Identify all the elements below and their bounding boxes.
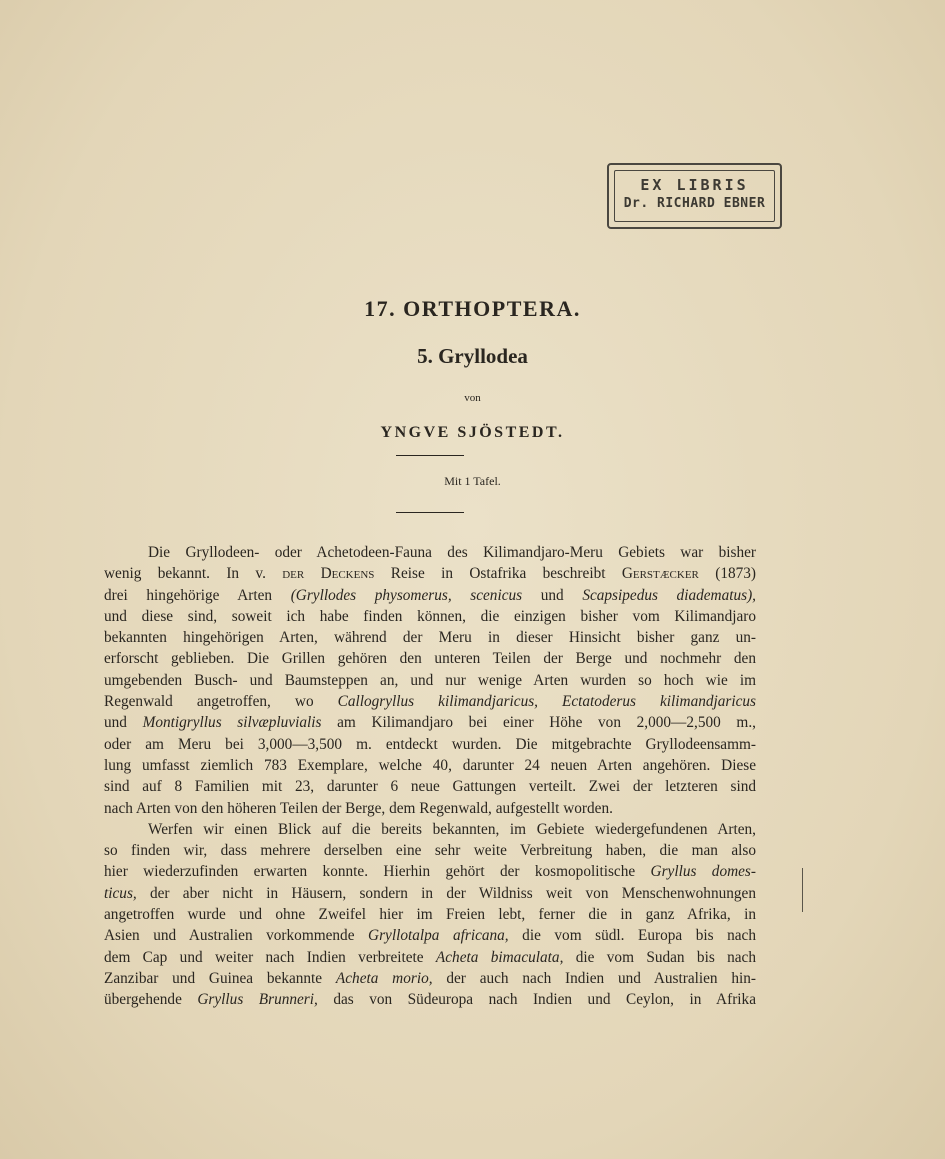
chapter-title: 17. ORTHOPTERA. [364, 296, 581, 321]
text-segment: drei hingehörige Arten [104, 586, 291, 604]
text-segment: Die Gryllodeen- oder Achetodeen-Fauna des Kilimandjaro-Meru Gebiets war bisher [148, 544, 756, 561]
text-line [104, 776, 756, 797]
italic-segment: Gryllus domes- [650, 863, 756, 881]
text-line [104, 883, 756, 904]
ex-libris-stamp [607, 163, 782, 229]
text-segment: umgebenden Busch- und Baumsteppen an, und nur wenige Arten wurden so hoch wie im [104, 671, 756, 689]
text-segment: und [522, 586, 583, 604]
author-name: YNGVE SJÖSTEDT. [380, 424, 565, 441]
text-line [104, 968, 756, 989]
text-line [104, 691, 756, 712]
text-line [104, 648, 756, 669]
italic-segment: Callogryllus kilimandjaricus, Ectatoderus kilimandjaricus [337, 693, 757, 711]
section-subtitle: 5. Gryllodea [417, 344, 528, 368]
text-line [104, 861, 756, 882]
text-segment: dem Cap und weiter nach Indien verbreitete [104, 948, 436, 966]
text-line [104, 819, 756, 840]
smallcaps-segment: der Deckens [282, 565, 375, 583]
text-segment: angetroffen wurde und ohne Zweifel hier im Freien lebt, ferner die in ganz Afrika, in [104, 906, 756, 924]
text-line [104, 755, 756, 776]
body-text [104, 542, 756, 1011]
text-segment: sind auf 8 Familien mit 23, darunter 6 neue Gattungen verteilt. Zwei der letzteren sind [104, 778, 756, 796]
divider-rule-bottom [396, 512, 464, 513]
text-line [104, 627, 756, 648]
text-line [104, 563, 756, 584]
text-line [104, 542, 756, 563]
stamp-line-1: EX LIBRIS [640, 176, 749, 194]
text-line [104, 798, 756, 819]
smallcaps-segment: Gerstæcker [621, 565, 699, 583]
divider-rule-top [396, 455, 464, 456]
text-line [104, 585, 756, 606]
text-segment: hier wiederzufinden erwarten konnte. Hierhin gehört der kosmopolitische [104, 863, 651, 881]
text-segment: der auch nach Indien und Australien hin- [432, 969, 757, 987]
text-segment: und [104, 714, 143, 732]
text-segment: bekannten hingehörigen Arten, während der Meru in dieser Hinsicht bisher ganz un- [104, 629, 756, 647]
stamp-line-2: Dr. RICHARD EBNER [623, 196, 766, 211]
text-segment: das von Südeuropa nach Indien und Ceylon, in Afrika [317, 991, 756, 1009]
text-line [104, 734, 756, 755]
italic-segment: (Gryllodes physomerus, scenicus [290, 586, 523, 604]
text-segment: so finden wir, dass mehrere derselben eine sehr weite Verbreitung haben, die man also [104, 842, 756, 860]
text-segment: der aber nicht in Häusern, sondern in der Wildniss weit von Menschenwohnungen [136, 884, 756, 902]
text-line [104, 989, 756, 1010]
text-segment: die vom Sudan bis nach [563, 948, 756, 966]
text-segment: wenig bekannt. In v. [104, 565, 283, 583]
text-segment: Asien und Australien vorkommende [104, 927, 369, 945]
text-segment: übergehende [104, 991, 198, 1009]
italic-segment: Gryllus Brunneri, [197, 991, 318, 1009]
margin-mark [802, 868, 803, 912]
text-segment: die vom südl. Europa bis nach [508, 927, 756, 945]
text-line [104, 947, 756, 968]
text-line [104, 712, 756, 733]
text-segment: am Kilimandjaro bei einer Höhe von 2,000—2,500 m., [321, 714, 756, 732]
text-line [104, 840, 756, 861]
text-segment: (1873) [698, 565, 757, 583]
text-segment: lung umfasst ziemlich 783 Exemplare, welche 40, darunter 24 neuen Arten angehören. Diese [104, 756, 756, 774]
text-segment: Reise in Ostafrika beschreibt [374, 565, 622, 583]
byline-von: von [464, 392, 481, 404]
italic-segment: Gryllotalpa africana, [368, 927, 509, 945]
text-segment: oder am Meru bei 3,000—3,500 m. entdeckt wurden. Die mitgebrachte Gryllodeensamm- [104, 735, 756, 753]
text-line [104, 670, 756, 691]
text-segment: und diese sind, soweit ich habe finden können, die einzigen bisher vom Kilimandjaro [104, 607, 756, 625]
italic-segment: Scapsipedus diadematus), [582, 586, 757, 604]
italic-segment: Acheta morio, [335, 969, 433, 987]
text-segment: Regenwald angetroffen, wo [104, 693, 338, 711]
text-line [104, 904, 756, 925]
text-line [104, 606, 756, 627]
italic-segment: Montigryllus silvæpluvialis [142, 714, 322, 732]
ex-libris-stamp-inner [614, 170, 775, 222]
italic-segment: ticus, [104, 884, 137, 902]
italic-segment: Acheta bimaculata, [435, 948, 564, 966]
text-line [104, 925, 756, 946]
text-segment: Werfen wir einen Blick auf die bereits bekannten, im Gebiete wiedergefundenen Arten, [148, 820, 756, 838]
plate-note: Mit 1 Tafel. [444, 474, 501, 488]
text-segment: erforscht geblieben. Die Grillen gehören den unteren Teilen der Berge und nochmehr den [104, 650, 756, 668]
text-segment: nach Arten von den höheren Teilen der Berge, dem Regenwald, aufgestellt worden. [104, 799, 613, 817]
text-segment: Zanzibar und Guinea bekannte [104, 969, 336, 987]
